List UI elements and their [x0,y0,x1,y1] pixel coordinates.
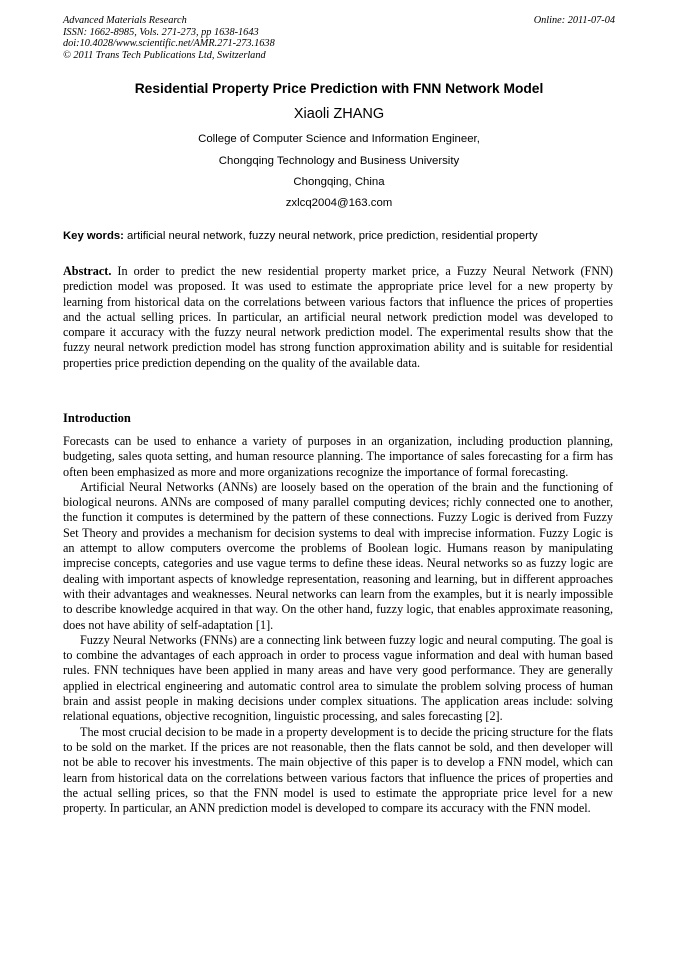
affiliation-line-1: College of Computer Science and Information Engineer, [198,133,480,145]
paper-title: Residential Property Price Prediction with FNN Network Model [134,81,544,96]
author-name: Xiaoli ZHANG [293,106,385,122]
abstract-label: Abstract. [63,264,112,278]
keywords-label: Key words: [63,230,124,242]
introduction-body [63,434,613,816]
keywords [63,230,623,242]
abstract-text: In order to predict the new residential property market price, a Fuzzy Neural Network (FNN) prediction model was proposed. It was used to estimate the appropriate price level for a new property by learning from historical data on the correlations between various factors that influence the prices of properties and the actual selling prices. In particular, an artificial neural network prediction model was developed to compare it accuracy with the fuzzy neural network prediction model. The experimental results show that the fuzzy neural network prediction model has strong function approximation ability and is suitable for residential properties price prediction depending on the quality of the available data. [63,264,613,370]
intro-paragraph: Forecasts can be used to enhance a variety of purposes in an organization, including production planning, budgeting, sales quota setting, and human resource planning. The importance of sales forecasting for a firm has often been emphasized as more and more organizations recognize the importance of formal forecasting. [63,434,613,479]
intro-paragraph: Fuzzy Neural Networks (FNNs) are a connecting link between fuzzy logic and neural computing. The goal is to combine the advantages of each approach in order to process vague information and deal with human based rules. FNN techniques have been applied in many areas and have very good performance. They are generally applied in electrical engineering and automatic control area to simulate the problem solving process of human brain and assist people in making decisions under complex situations. The application areas include: solving relational equations, objective recognition, linguistic processing, and sales forecasting [2]. [63,632,613,724]
section-heading-introduction: Introduction [63,411,131,425]
affiliation-line-3: Chongqing, China [293,176,385,188]
copyright-line: © 2011 Trans Tech Publications Ltd, Switzerland [63,49,266,61]
doi-line: doi:10.4028/www.scientific.net/AMR.271-273.1638 [63,38,275,49]
intro-paragraph: The most crucial decision to be made in a property development is to decide the pricing structure for the flats to be sold on the market. If the prices are not reasonable, then the flats cannot be sold, and then developer will not be able to recover his investments. The main objective of this paper is to develop a FNN model, which can learn from historical data on the correlations between various factors that influence the prices of properties and the actual selling prices, so that the FNN model is used to estimate the appropriate price level for a new property. In particular, an ANN prediction model is developed to compare its accuracy with the FNN model. [63,724,613,816]
affiliation-line-2: Chongqing Technology and Business University [218,155,460,167]
issn-line: ISSN: 1662-8985, Vols. 271-273, pp 1638-1643 [63,26,259,38]
online-date: Online: 2011-07-04 [533,15,615,26]
journal-name: Advanced Materials Research [63,15,187,26]
abstract [63,264,613,371]
keywords-text: artificial neural network, fuzzy neural network, price prediction, residential property [123,230,538,242]
journal-header [63,15,615,61]
author-email: zxlcq2004@163.com [285,197,393,209]
intro-paragraph: Artificial Neural Networks (ANNs) are loosely based on the operation of the brain and the functioning of biological neurons. ANNs are composed of many parallel computing devices; richly connected one to another, the function it computes is determined by the pattern of these connections. Fuzzy Logic is derived from Fuzzy Set Theory and provides a mechanism for decision systems to deal with imprecise information. Fuzzy Logic is an attempt to allow computers overcome the problems of Boolean logic. Humans reason by manipulating imprecise concepts, categories and use vague terms to define these ideas. Neural networks so as fuzzy logic are dealing with important aspects of knowledge representation, reasoning and learning, but in different approaches with their advantages and weaknesses. Neural networks can learn from the examples, but it is nearly impossible to describe knowledge acquired in that way. On the other hand, fuzzy logic, that enables approximate reasoning, does not have ability of self-adaptation [1]. [63,479,613,632]
